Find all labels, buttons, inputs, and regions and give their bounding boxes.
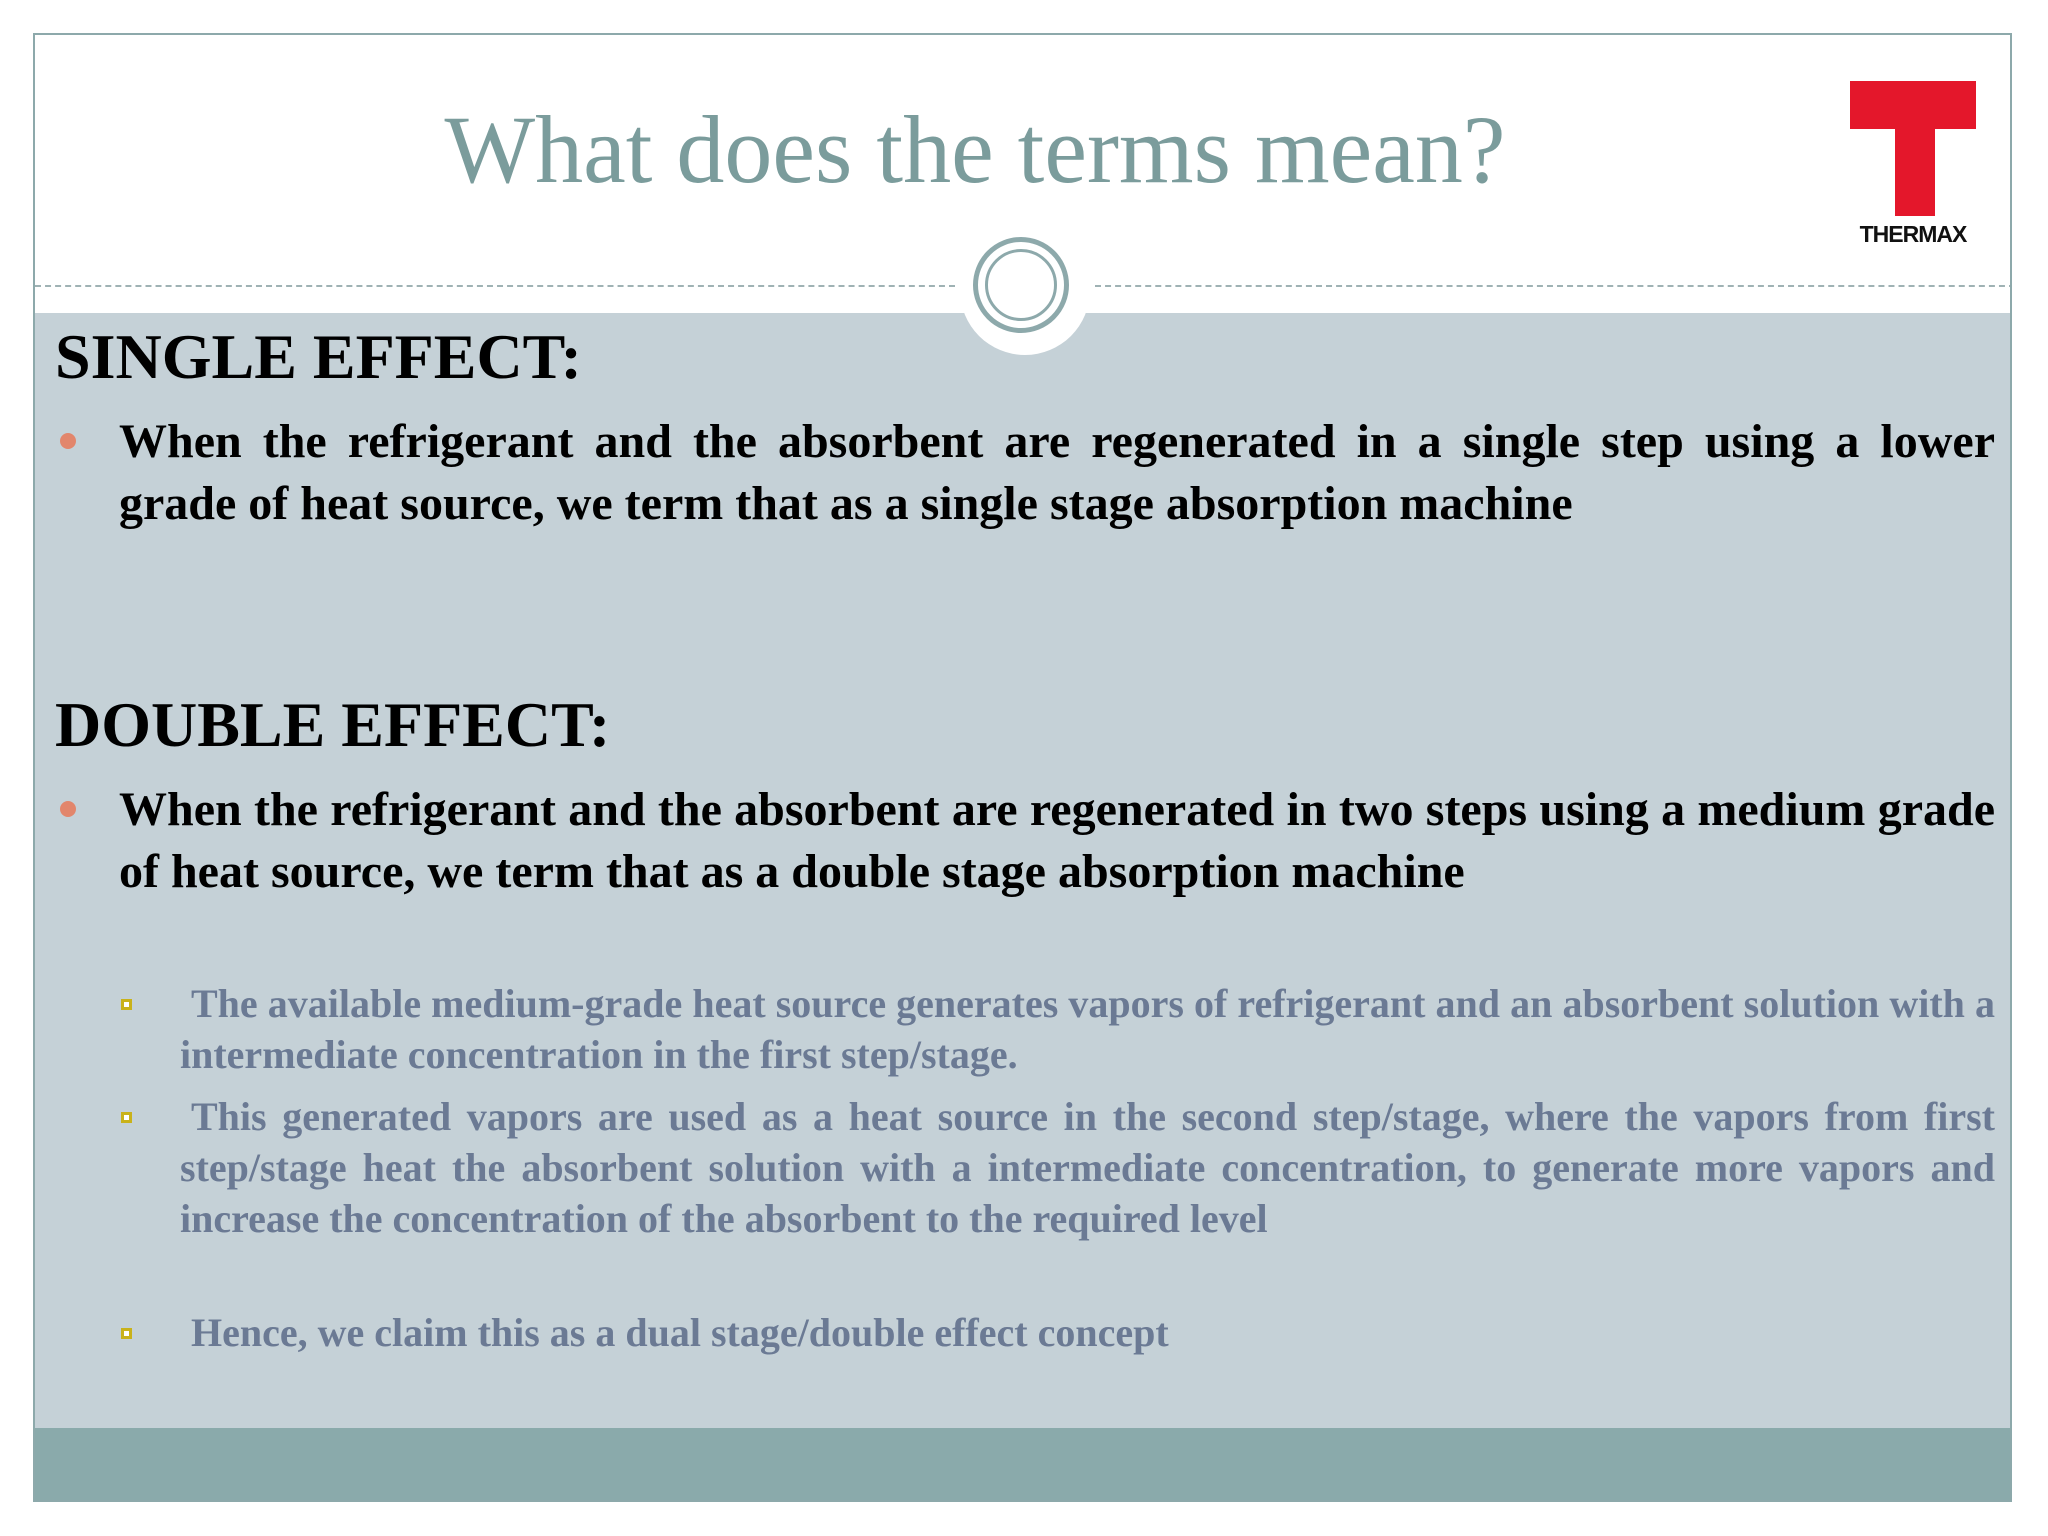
logo-wordmark: THERMAX: [1859, 221, 1967, 247]
section-heading-single-effect: SINGLE EFFECT:: [55, 321, 582, 392]
checkbox-bullet-icon: [121, 1112, 132, 1123]
logo-t-stem: [1895, 121, 1935, 216]
slide: [33, 33, 2012, 1502]
slide-title: What does the terms mean?: [444, 96, 1506, 203]
checkbox-bullet-icon: [121, 1328, 132, 1339]
sub-bullet-text: The available medium-grade heat source generates vapors of refrigerant and an absorbent solution with a intermediate concentration in the first step/stage.: [180, 981, 1995, 1077]
sub-bullet-text: Hence, we claim this as a dual stage/double effect concept: [191, 1310, 1169, 1355]
header-divider-left: [35, 285, 955, 287]
bullet-text: When the refrigerant and the absorbent are regenerated in a single step using a lower grade of heat source, we term that as a single stage absorption machine: [119, 415, 1995, 530]
footer-band: [35, 1428, 2010, 1500]
divider-circle-inner: [985, 249, 1057, 321]
divider-circle-icon: [973, 237, 1069, 333]
slide-content: [35, 313, 2010, 1428]
bullet-text: When the refrigerant and the absorbent are regenerated in two steps using a medium grade of heat source, we term that as a double stage absorption machine: [119, 783, 1995, 898]
thermax-logo: [1850, 81, 1980, 281]
checkbox-bullet-icon: [121, 999, 132, 1010]
bullet-dot-icon: [60, 801, 76, 817]
bullet-dot-icon: [60, 433, 76, 449]
header-divider-right: [1095, 285, 2012, 287]
sub-bullet-text: This generated vapors are used as a heat source in the second step/stage, where the vapors from first step/stage heat the absorbent solution with a intermediate concentration, to generate more vapors and increase the concentration of the absorbent to the required level: [180, 1094, 1995, 1241]
section-heading-double-effect: DOUBLE EFFECT:: [55, 689, 611, 760]
